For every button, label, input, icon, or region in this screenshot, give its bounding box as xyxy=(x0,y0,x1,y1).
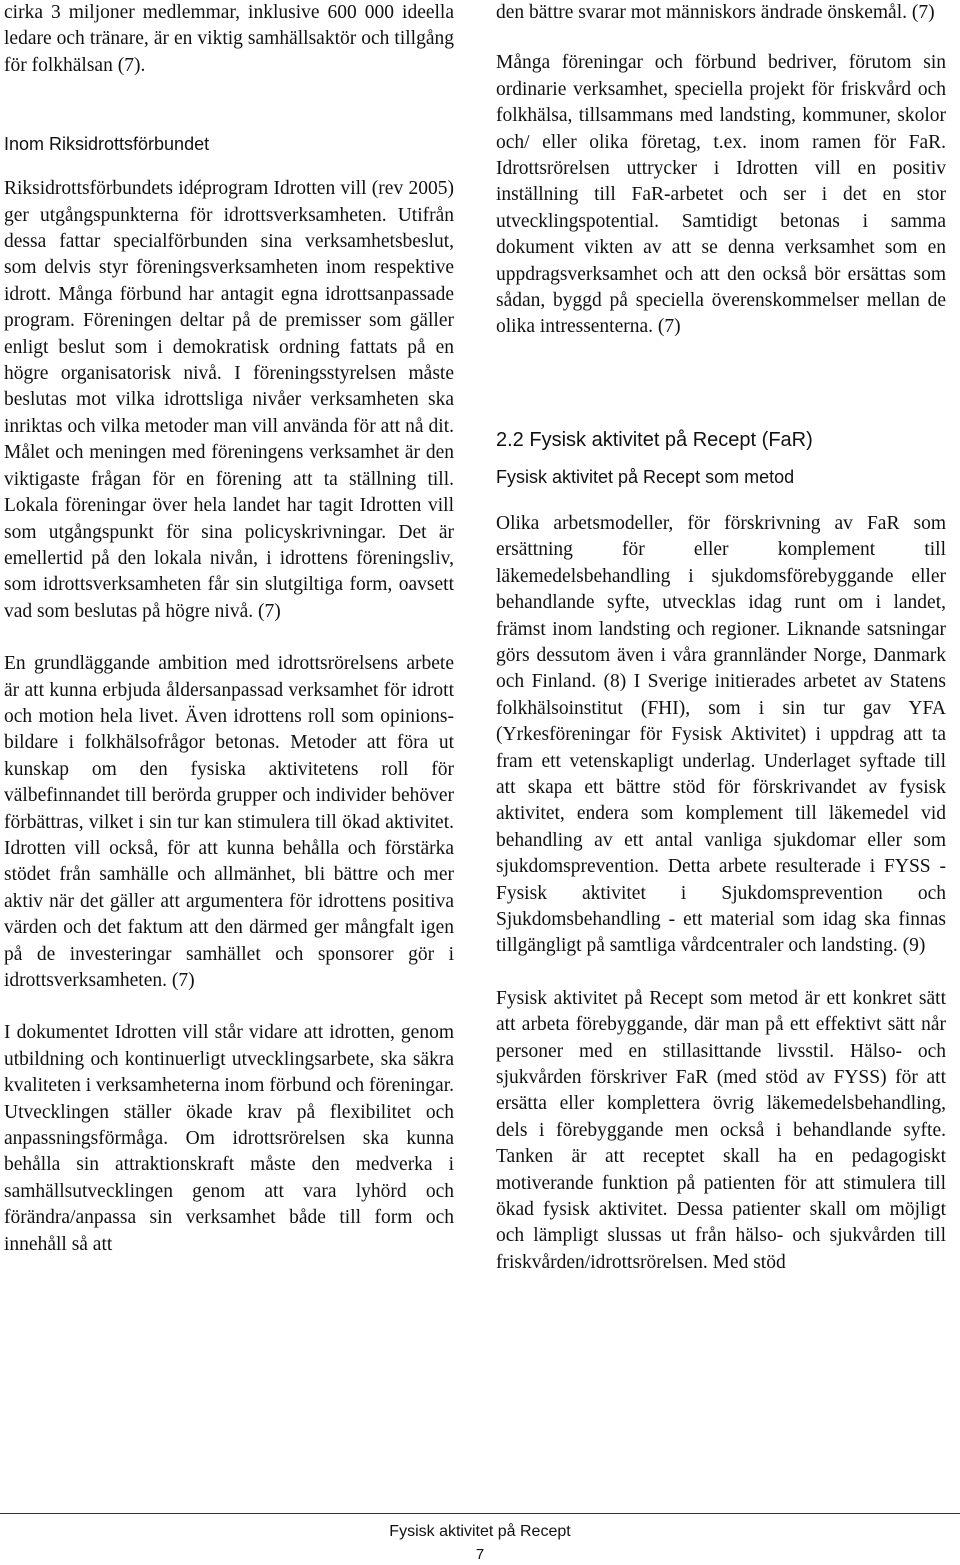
paragraph-riksidrott: Riksidrottsförbundets idéprogram Idrotten vill (rev 2005) ger utgångspunkterna för idrottsverksamheten. Utifrån dessa fattar specialförbunden sina verksamhetsbeslut, som delvis styr föreningsverksamheten inom respektive idrott. Många förbund har antagit egna idrottsanpassade program. Föreningen deltar på de premisser som gäller enligt beslut som i demokratisk ordning fattats på en högre organisatorisk nivå. I föreningsstyrelsen måste beslutas mot vilka idrottsliga nivåer verksamheten ska inriktas och vilka metoder man vill använda för att nå dit. Målet och meningen med föreningens verksamhet är den viktigaste frågan för en förening att ta ställning till. Lokala föreningar över hela landet har tagit Idrotten vill som utgångspunkt för sina policyskrivningar. Det är emellertid på den lokala nivån, i idrottens föreningsliv, som idrottsverksamheten får sin slutgiltiga form, oavsett vad som beslutas på högre nivå. (7) xyxy=(4,178,454,622)
right-column xyxy=(496,0,946,1276)
paragraph-ambition: En grundläggande ambition med idrottsrörelsens arbete är att kunna erbjuda åldersanpassad verksamhet för idrott och motion hela livet. Även idrottens roll som opinionsbildare i folkhälsofrågor betonas. Metoder att föra ut kunskap om den fysiska aktivitetens roll för välbefinnandet till berörda grupper och individer behöver förbättras, vilket i sin tur kan stimulera till ökad aktivitet. Idrotten vill också, för att kunna behålla och förstärka stödet från samhälle och allmänhet, bli bättre och mer aktiv när det gäller att argumentera för idrottens positiva värden och det faktum att den därmed ger mångfalt igen på de investeringar samhället och sponsorer gör i idrottsverksamheten. (7) xyxy=(4,653,454,991)
page-number: 7 xyxy=(475,1546,485,1563)
paragraph-metod: Fysisk aktivitet på Recept som metod är ett konkret sätt att arbeta förebyggande, där man på ett effektivt sätt når personer med en stillasittande livsstil. Hälso- och sjukvården förskriver FaR (med stöd av FYSS) för att ersätta eller komplettera övrig läkemedelsbehandling, dels i förebyggande men också i behandlande syfte. Tanken är att receptet skall ha en pedagogiskt motiverande funktion på patienten för att stimulera till ökad fysisk aktivitet. Dessa patienter skall om möjligt och lämpligt slussas ut från hälso- och sjukvården till friskvården/idrottsrörelsen. Med stöd xyxy=(496,987,946,1273)
paragraph-intro: cirka 3 miljoner medlemmar, inklusive 600 000 ideella ledare och tränare, är en viktig samhällsaktör och tillgång för folkhälsan (7). xyxy=(4,2,454,76)
paragraph-dokument: I dokumentet Idrotten vill står vidare att idrotten, genom utbildning och kontinuerligt utvecklingsarbete, ska säkra kvaliteten i verksamheterna inom förbund och föreningar. Utvecklingen ställer ökade krav på flexibilitet och anpassningsförmåga. Om idrottsrörelsen ska kunna behålla sin attraktionskraft måste den medverka i samhällsutvecklingen genom att vara lyhörd och förändra/anpassa sin verksamhet både till form och innehåll så att xyxy=(4,1022,454,1255)
left-column xyxy=(4,0,454,1258)
paragraph-continuation: den bättre svarar mot människors ändrade önskemål. (7) xyxy=(496,2,935,23)
paragraph-foreningar: Många föreningar och förbund bedriver, förutom sin ordinarie verksamhet, speciella projekt för friskvård och folkhälsa, tillsammans med landsting, kommuner, skolor och/ eller olika företag, t.ex. inom ramen för FaR. Idrottsrörelsen uttrycker i Idrotten vill en positiv inställning till FaR-arbetet och ser i det en stor utvecklingspotential. Samtidigt betonas i samma dokument vikten av att se denna verksamhet som en uppdragsverksamhet och att den också bör ersättas som sådan, byggd på speciella överenskommelser mellan de olika intressenterna. (7) xyxy=(496,52,946,338)
paragraph-arbetsmodeller: Olika arbetsmodeller, för förskrivning av FaR som ersättning för eller komplement till läkemedelsbehandling i sjukdomsförebyggande eller behandlande syfte, utvecklas idag runt om i landet, främst inom landsting och regioner. Liknande satsningar görs dessutom även i våra grannländer Norge, Danmark och Finland. (8) I Sverige initierades arbetet av Statens folkhälsoinstitut (FHI), som i sin tur gav YFA (Yrkesföreningar för Fysisk Aktivitet) i uppdrag att ta fram ett vetenskapligt underlag. Underlaget syftade till att skapa ett bättre stöd för förskrivandet av fysisk aktivitet, endera som komplement till läkemedel vid behandling av ett antal vanliga sjukdomar eller som sjukdomsprevention. Detta arbete resulterade i FYSS - Fysisk aktivitet i Sjukdomsprevention och Sjukdomsbehandling - ett material som idag ska finnas tillgängligt på samtliga vårdcentraler och landsting. (9) xyxy=(496,512,946,957)
section-heading: 2.2 Fysisk aktivitet på Recept (FaR) xyxy=(496,428,813,451)
heading-riksidrottsforbundet: Inom Riksidrottsförbundet xyxy=(4,134,210,155)
footer-divider xyxy=(0,1513,960,1514)
sub-heading: Fysisk aktivitet på Recept som metod xyxy=(496,466,795,487)
footer-title: Fysisk aktivitet på Recept xyxy=(389,1523,571,1540)
